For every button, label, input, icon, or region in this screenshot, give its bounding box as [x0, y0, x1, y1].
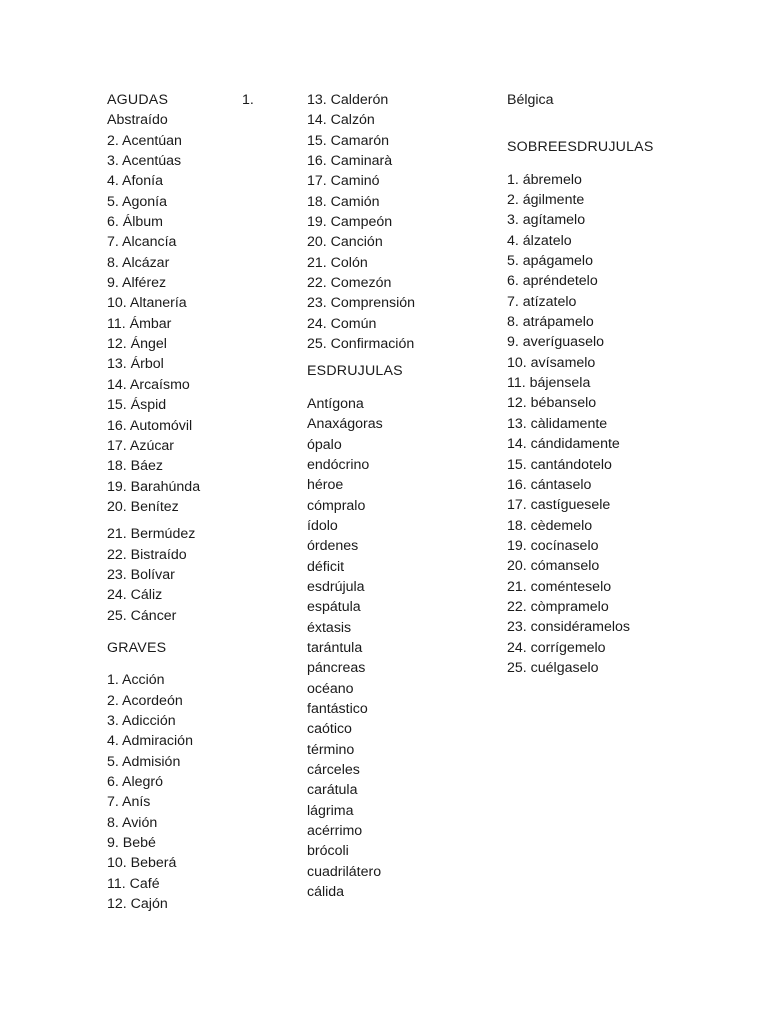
- list-item: 25. cuélgaselo: [507, 659, 599, 676]
- list-item: 15. Áspid: [107, 397, 167, 414]
- list-item: déficit: [307, 558, 345, 575]
- list-item: brócoli: [307, 843, 349, 860]
- column-graves-esdrujulas: [307, 90, 487, 902]
- list-item: 8. Avión: [107, 814, 158, 831]
- list-item: 12. Ángel: [107, 336, 167, 353]
- list-item: 20. Benítez: [107, 498, 179, 515]
- sobreesdrujulas-heading: SOBREESDRUJULAS: [507, 139, 654, 156]
- list-item: éxtasis: [307, 619, 352, 636]
- list-item: Anaxágoras: [307, 416, 383, 433]
- list-item: 5. apágamelo: [507, 253, 593, 270]
- list-item: 10. avísamelo: [507, 354, 596, 371]
- list-item: órdenes: [307, 538, 359, 555]
- sobreesdrujulas-list: [507, 170, 707, 679]
- column-agudas-graves: [107, 90, 247, 914]
- list-item: tarántula: [307, 639, 363, 656]
- list-item: caótico: [307, 721, 352, 738]
- list-item: acérrimo: [307, 823, 363, 840]
- list-item: 23. Bolívar: [107, 566, 175, 583]
- list-item: 13. Árbol: [107, 356, 164, 373]
- list-item: 16. cántaselo: [507, 476, 592, 493]
- list-item: Bélgica: [507, 92, 554, 108]
- list-item: ídolo: [307, 517, 338, 534]
- list-item: 23. considéramelos: [507, 619, 631, 636]
- list-item: Antígona: [307, 395, 364, 412]
- list-item: 7. atízatelo: [507, 293, 577, 310]
- list-item: 6. Álbum: [107, 214, 163, 231]
- list-item: 17. Caminó: [307, 173, 380, 190]
- list-item: héroe: [307, 477, 344, 494]
- list-item: 18. Camión: [307, 193, 380, 210]
- list-item: 5. Admisión: [107, 753, 181, 770]
- list-item: 12. bébanselo: [507, 395, 597, 412]
- list-item: 11. Café: [107, 875, 160, 892]
- list-item: 20. Canción: [307, 234, 383, 251]
- list-item: término: [307, 741, 355, 758]
- list-item: lágrima: [307, 802, 354, 819]
- list-item: 4. Admiración: [107, 733, 193, 750]
- list-item: 22. Comezón: [307, 275, 392, 292]
- list-item: 8. Alcázar: [107, 254, 170, 271]
- list-item: 14. Arcaísmo: [107, 376, 190, 393]
- agudas-list: [107, 131, 247, 518]
- list-item: 24. Cáliz: [107, 587, 163, 604]
- agudas-list-continued: [107, 524, 247, 626]
- list-item: 19. cocínaselo: [507, 537, 599, 554]
- list-item: 4. Afonía: [107, 173, 164, 190]
- list-item: océano: [307, 680, 354, 697]
- list-item: 18. cèdemelo: [507, 517, 593, 534]
- list-item: 9. averíguaselo: [507, 334, 605, 351]
- list-item: 3. Acentúas: [107, 153, 182, 170]
- list-item: 25. Cáncer: [107, 607, 177, 624]
- list-item: 2. ágilmente: [507, 192, 585, 209]
- list-item: 1. ábremelo: [507, 171, 582, 188]
- graves-list-continued: [307, 90, 487, 354]
- list-item: 8. atrápamelo: [507, 314, 594, 331]
- list-item: 19. Barahúnda: [107, 478, 201, 495]
- list-item: 6. Alegró: [107, 774, 164, 790]
- list-item: 9. Bebé: [107, 835, 156, 852]
- list-item: 20. cómanselo: [507, 558, 600, 575]
- list-item: carátula: [307, 782, 358, 799]
- list-item: 11. Ámbar: [107, 315, 172, 332]
- list-item: 14. Calzón: [307, 112, 375, 129]
- graves-heading: GRAVES: [107, 639, 167, 656]
- column-sobreesdrujulas: [507, 90, 707, 678]
- list-item: Abstraído: [107, 112, 168, 129]
- list-item: 12. Cajón: [107, 896, 168, 913]
- list-item: 6. apréndetelo: [507, 273, 598, 290]
- list-item: 5. Agonía: [107, 193, 167, 210]
- list-item: 3. agítamelo: [507, 212, 586, 229]
- list-item: 13. Calderón: [307, 92, 389, 108]
- list-item: 21. coménteselo: [507, 578, 612, 595]
- list-item: cuadrilátero: [307, 863, 382, 880]
- list-item: cálida: [307, 884, 345, 901]
- list-item: 21. Colón: [307, 254, 368, 271]
- list-item: 24. Común: [307, 315, 377, 332]
- list-item: 3. Adicción: [107, 712, 176, 729]
- list-item: endócrino: [307, 456, 370, 473]
- heading-number: [242, 90, 254, 110]
- list-item: 24. corrígemelo: [507, 639, 606, 656]
- list-item: 17. Azúcar: [107, 437, 175, 454]
- list-item: ópalo: [307, 436, 342, 453]
- list-item: 4. álzatelo: [507, 232, 572, 249]
- list-item: 7. Anís: [107, 794, 151, 811]
- list-item: 19. Campeón: [307, 214, 393, 231]
- list-item: 16. Caminarà: [307, 153, 393, 170]
- list-item: 15. cantándotelo: [507, 456, 612, 473]
- list-item: 13. càlidamente: [507, 415, 608, 432]
- list-item: 23. Comprensión: [307, 295, 416, 312]
- list-item: 2. Acentúan: [107, 132, 182, 149]
- graves-list: [107, 670, 247, 914]
- list-item: 18. Báez: [107, 458, 164, 475]
- agudas-heading: AGUDAS: [107, 92, 169, 108]
- list-item: 15. Camarón: [307, 132, 390, 149]
- list-item: 22. Bistraído: [107, 546, 187, 563]
- list-item: 22. còmpramelo: [507, 598, 609, 615]
- list-item: espátula: [307, 599, 361, 616]
- list-item: 7. Alcancía: [107, 234, 177, 251]
- list-item: 1. Acción: [107, 672, 165, 689]
- esdrujulas-list: [307, 394, 487, 903]
- list-item: esdrújula: [307, 578, 365, 595]
- list-item: 10. Beberá: [107, 855, 177, 872]
- list-item: cómpralo: [307, 497, 366, 514]
- list-item: 11. bájensela: [507, 375, 591, 392]
- list-item: 21. Bermúdez: [107, 526, 196, 543]
- list-item: 2. Acordeón: [107, 692, 183, 709]
- list-item: 17. castíguesele: [507, 497, 611, 514]
- list-item: páncreas: [307, 660, 366, 677]
- list-item: fantástico: [307, 700, 368, 717]
- list-item: cárceles: [307, 762, 360, 778]
- list-item: 10. Altanería: [107, 295, 187, 312]
- list-number: 1.: [242, 92, 254, 108]
- list-item: 9. Alférez: [107, 275, 167, 292]
- esdrujulas-heading: ESDRUJULAS: [307, 363, 403, 380]
- list-item: 16. Automóvil: [107, 417, 193, 434]
- list-item: 25. Confirmación: [307, 336, 415, 353]
- list-item: 14. cándidamente: [507, 436, 620, 453]
